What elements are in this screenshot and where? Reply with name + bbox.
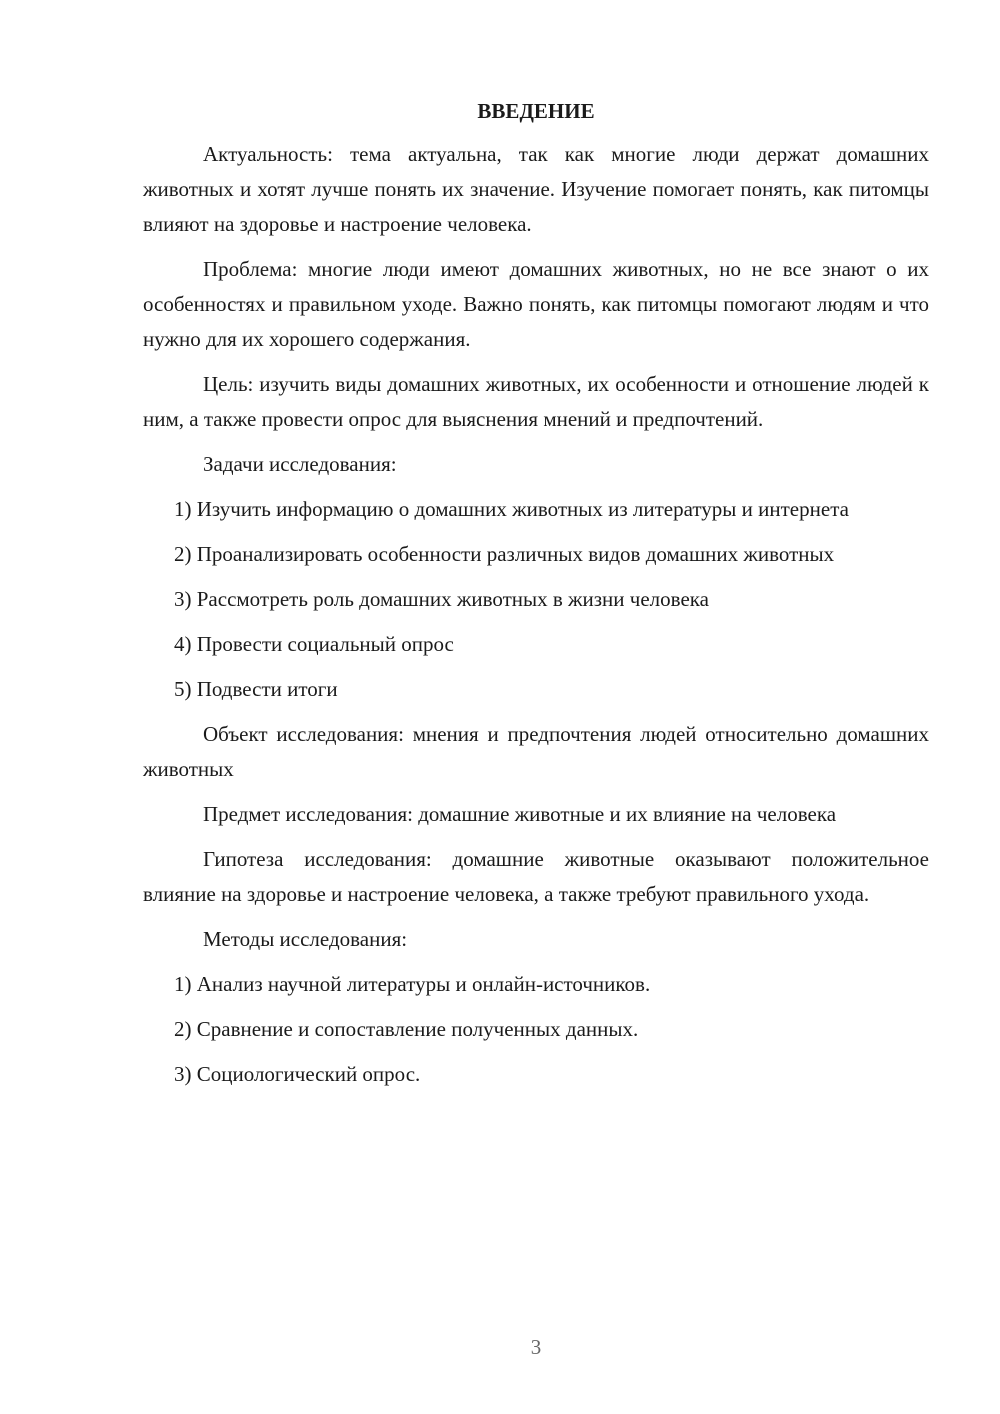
subject-paragraph: Предмет исследования: домашние животные и их влияние на человека	[203, 802, 837, 826]
method-item: 1) Анализ научной литературы и онлайн-источников.	[174, 972, 651, 996]
task-item: 4) Провести социальный опрос	[174, 632, 454, 656]
relevance-paragraph: Актуальность: тема актуальна, так как многие люди держат домашних животных и хотят лучше понять их значение. Изучение помогает понять, как питомцы влияют на здоровье и настроение человека.	[143, 142, 929, 236]
goal-paragraph: Цель: изучить виды домашних животных, их особенности и отношение людей к ним, а также провести опрос для выяснения мнений и предпочтений.	[143, 372, 929, 431]
method-item: 3) Социологический опрос.	[174, 1062, 421, 1086]
task-item: 1) Изучить информацию о домашних животных из литературы и интернета	[174, 497, 849, 521]
tasks-heading: Задачи исследования:	[203, 452, 397, 476]
section-title: ВВЕДЕНИЕ	[477, 99, 595, 123]
task-item: 3) Рассмотреть роль домашних животных в жизни человека	[174, 587, 709, 611]
task-item: 2) Проанализировать особенности различных видов домашних животных	[174, 542, 835, 566]
methods-heading: Методы исследования:	[203, 927, 408, 951]
page-number: 3	[530, 1335, 542, 1359]
method-item: 2) Сравнение и сопоставление полученных данных.	[174, 1017, 639, 1041]
object-paragraph: Объект исследования: мнения и предпочтения людей относительно домашних животных	[143, 722, 929, 781]
page-content	[143, 95, 929, 1102]
hypothesis-paragraph: Гипотеза исследования: домашние животные оказывают положительное влияние на здоровье и настроение человека, а также требуют правильного ухода.	[143, 847, 929, 906]
problem-paragraph: Проблема: многие люди имеют домашних животных, но не все знают о их особенностях и правильном уходе. Важно понять, как питомцы помогают людям и что нужно для их хорошего содержания.	[143, 257, 929, 351]
task-item: 5) Подвести итоги	[174, 677, 338, 701]
